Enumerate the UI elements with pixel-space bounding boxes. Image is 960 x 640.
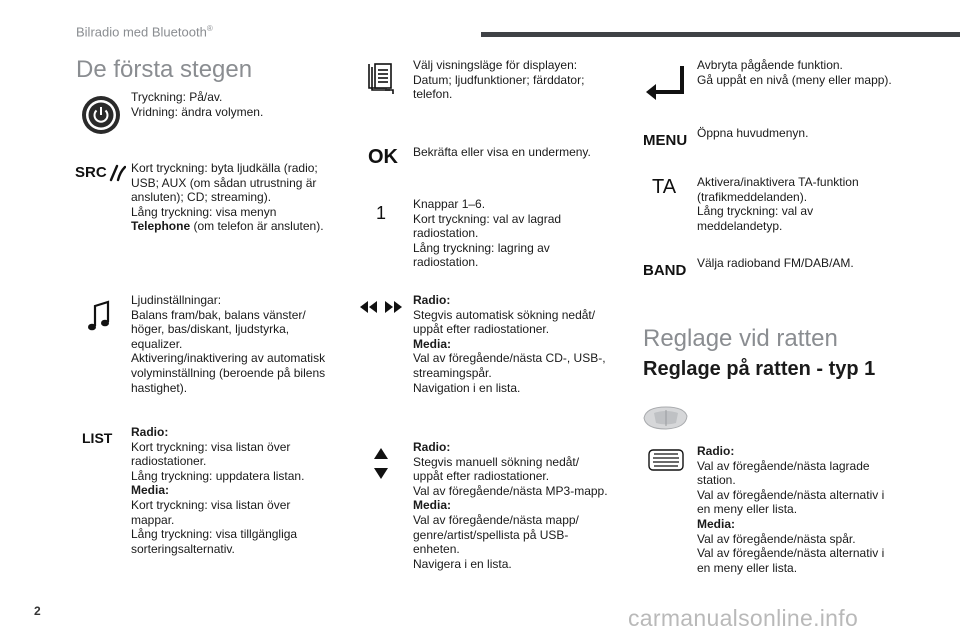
steering-wheel-control-icon: [640, 404, 690, 432]
power-knob-icon: [80, 94, 122, 136]
header-title: Bilradio med Bluetooth®: [76, 24, 213, 40]
phone-slash-icon: [108, 164, 126, 182]
ok-description: Bekräfta eller visa en undermeny.: [413, 145, 591, 159]
page-number: 2: [34, 604, 41, 618]
band-description: Välja radioband FM/DAB/AM.: [697, 256, 854, 270]
section-title-wheel-controls: Reglage vid ratten: [643, 325, 838, 352]
ok-button-label: OK: [368, 146, 398, 168]
seek-description: Radio: Stegvis automatisk sökning nedåt/ uppåt efter radiostationer. Media: Val av föregående/nästa CD-, USB-, streamingspår. Navigation i en lista.: [413, 293, 606, 395]
back-arrow-icon: [644, 62, 686, 100]
watermark: carmanualsonline.info: [628, 605, 859, 631]
back-description: Avbryta pågående funktion. Gå uppåt en nivå (meny eller mapp).: [697, 58, 892, 87]
power-description: Tryckning: På/av. Vridning: ändra volymen.: [131, 90, 264, 119]
menu-description: Öppna huvudmenyn.: [697, 126, 809, 140]
display-mode-description: Välj visningsläge för displayen: Datum; ljudfunktioner; färddator; telefon.: [413, 58, 585, 102]
src-description: Kort tryckning: byta ljudkälla (radio; USB; AUX (om sådan utrustning är ansluten); CD; streaming). Lång tryckning: visa menyn Telephone (om telefon är ansluten).: [131, 161, 324, 234]
preset-buttons-description: Knappar 1–6. Kort tryckning: val av lagrad radiostation. Lång tryckning: lagring av radiostation.: [413, 197, 562, 270]
menu-button-label: MENU: [643, 132, 688, 149]
section-title-first-steps: De första stegen: [76, 56, 253, 83]
seek-back-forward-icon: [358, 300, 404, 314]
section-subtitle-wheel-type1: Reglage på ratten - typ 1: [643, 358, 876, 380]
up-down-arrows-icon: [372, 447, 390, 481]
list-description: Radio: Kort tryckning: visa listan över radiostationer. Lång tryckning: uppdatera listan. Media: Kort tryckning: visa listan över mappar. Lång tryckning: visa tillgängliga sorteringsalternativ.: [131, 425, 305, 556]
sound-settings-description: Ljudinställningar: Balans fram/bak, balans vänster/ höger, bas/diskant, ljudstyrka, equalizer. Aktivering/inaktivering av automatisk volyminställning (beroende på bilens hastighet).: [131, 293, 326, 395]
src-button-icon: SRC: [75, 164, 125, 184]
up-down-description: Radio: Stegvis manuell sökning nedåt/ uppåt efter radiostationer. Val av föregående/nästa MP3-mapp. Media: Val av föregående/nästa mapp/ genre/artist/spellista på USB- enheten. Navigera i en lista.: [413, 440, 608, 571]
display-mode-icon: [367, 62, 395, 94]
ta-description: Aktivera/inaktivera TA-funktion (trafikmeddelanden). Lång tryckning: val av meddelandetyp.: [697, 175, 859, 233]
list-button-label: LIST: [82, 430, 113, 446]
music-note-icon: [86, 300, 112, 334]
preset-one-label: 1: [376, 203, 387, 223]
header-rule: [481, 32, 960, 37]
wheel-thumbwheel-description: Radio: Val av föregående/nästa lagrade station. Val av föregående/nästa alternativ i en meny eller lista. Media: Val av föregående/nästa spår. Val av föregående/nästa alternativ i en meny eller lista.: [697, 444, 885, 575]
thumbwheel-icon: [648, 449, 684, 471]
ta-button-label: TA: [652, 176, 677, 198]
band-button-label: BAND: [643, 262, 687, 279]
